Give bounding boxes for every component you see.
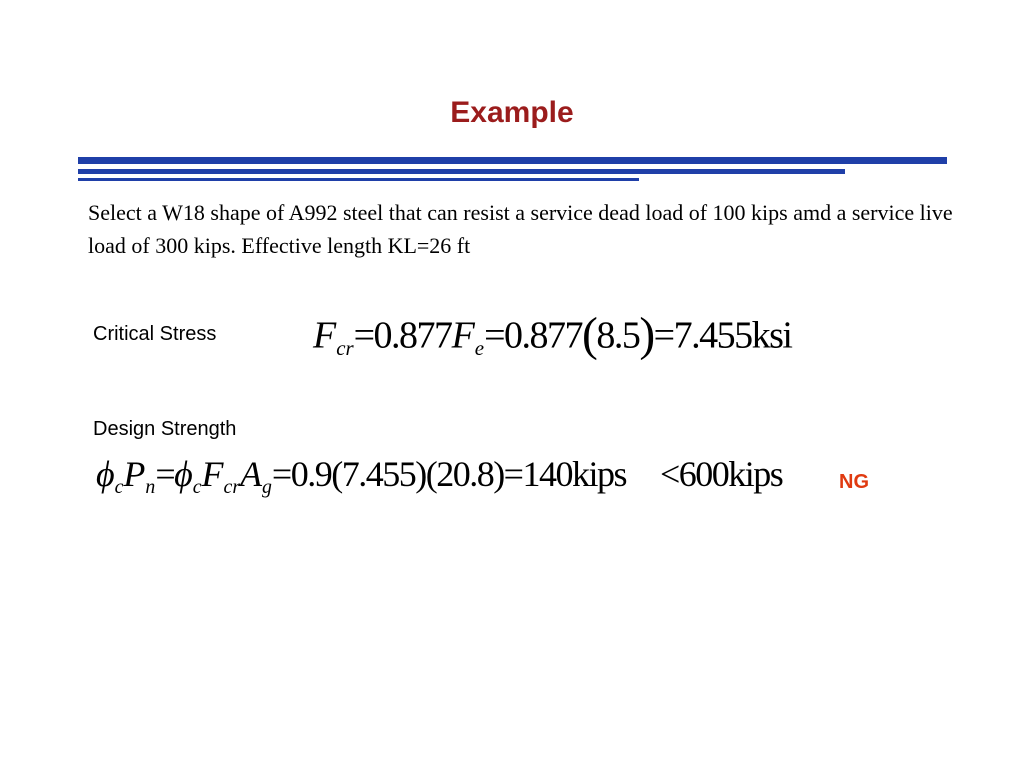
problem-statement: Select a W18 shape of A992 steel that can resist a service dead load of 100 kips amd a service live load of 300 kips. Effective length KL=26 ft	[88, 200, 953, 258]
critical-stress-eq-part3: 8.5	[596, 314, 640, 357]
title-rule-middle	[78, 169, 845, 174]
design-strength-eq-part2: =0.9(7.455)(20.8)=140kips	[271, 454, 626, 494]
critical-stress-label: Critical Stress	[93, 323, 217, 345]
slide-title: Example	[450, 96, 574, 129]
design-strength-comparison: <600kips	[660, 454, 783, 494]
design-strength-equation: $\phi_cP_n=\phi_cF_{cr}A_g=0.9(7.455)(20.8)=140kips$	[96, 454, 626, 498]
critical-stress-eq-part1: =0.877	[353, 314, 452, 357]
design-strength-eq-part1: =	[155, 454, 175, 494]
result-badge: NG	[839, 471, 869, 493]
title-rule-bottom	[78, 178, 639, 181]
critical-stress-eq-part4: =7.455ksi	[653, 314, 792, 357]
critical-stress-equation: $F_{cr}=0.877F_e=0.877(8.5)=7.455ksi$	[313, 309, 792, 361]
title-rule-top	[78, 157, 947, 164]
design-strength-label: Design Strength	[93, 418, 237, 440]
critical-stress-eq-part2: =0.877	[484, 314, 582, 357]
